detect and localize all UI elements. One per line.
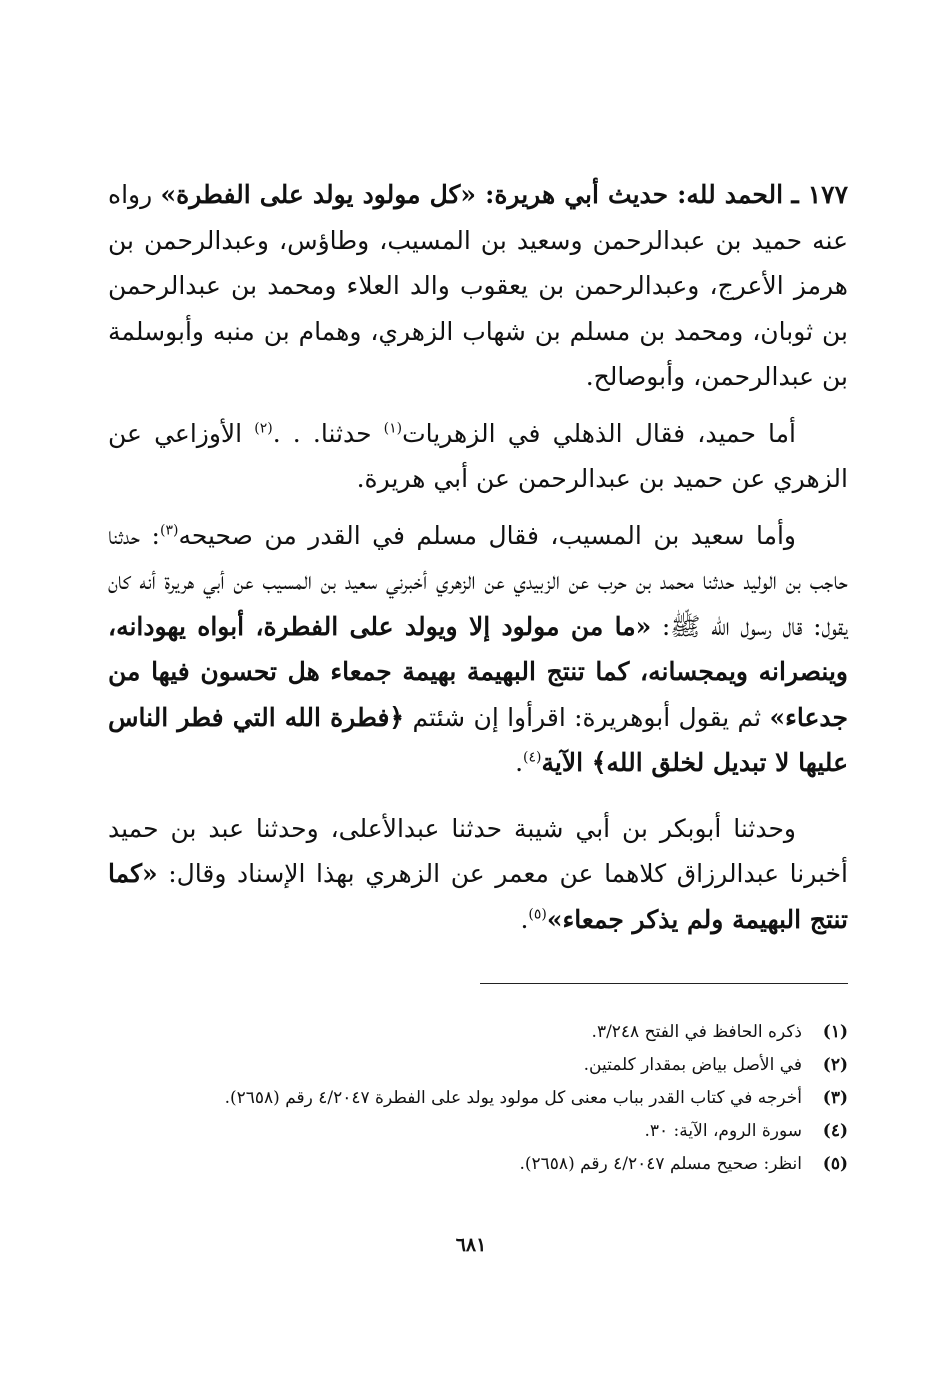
hadith-text: «كما تنتج البهيمة ولم يذكر جمعاء»: [108, 859, 848, 934]
footnote-ref-3[interactable]: (٣): [159, 522, 179, 539]
footnote-text: ذكره الحافظ في الفتح ٣/٢٤٨.: [591, 1022, 802, 1042]
footnote-item: [108, 1016, 848, 1049]
footnote-item: [108, 1082, 848, 1115]
section-heading-paragraph: [108, 172, 848, 400]
footnote-number: (٥): [822, 1154, 848, 1174]
footnote-item: [108, 1115, 848, 1148]
footnote-item: [108, 1049, 848, 1082]
footnote-ref-5[interactable]: (٥): [528, 906, 547, 923]
footnote-ref-1[interactable]: (١): [383, 420, 403, 437]
footnote-number: (١): [822, 1022, 848, 1042]
paragraph-text: : حدثنا حاجب بن الوليد حدثنا محمد بن حرب عن الزبيدي عن الزهري أخبرني سعيد بن المسيب عن أبي هريرة أنه كان يقول: قال رسول الله ﷺ:: [108, 520, 848, 641]
page-number: ٦٨١: [455, 1234, 487, 1256]
footnote-text: أخرجه في كتاب القدر بباب معنى كل مولود يولد على الفطرة ٤/٢٠٤٧ رقم (٢٦٥٨).: [224, 1088, 802, 1108]
footnote-text: انظر: صحيح مسلم ٤/٢٠٤٧ رقم (٢٦٥٨).: [519, 1154, 802, 1174]
footnote-ref-4[interactable]: (٤): [523, 749, 542, 766]
quran-verse: ﴿فطرة الله التي فطر الناس عليها لا تبديل لخلق الله﴾ الآية: [108, 702, 848, 777]
footnote-number: (٢): [822, 1055, 848, 1075]
footnote-text: في الأصل بياض بمقدار كلمتين.: [583, 1055, 802, 1075]
section-intro: رواه عنه حميد بن عبدالرحمن وسعيد بن المسيب، وطاؤس، وعبدالرحمن بن هرمز الأعرج، وعبدالرحمن بن يعقوب والد العلاء ومحمد بن عبدالرحمن بن ثوبان، ومحمد بن مسلم بن شهاب الزهري، وهمام بن منبه وأبوسلمة بن عبدالرحمن، وأبوصالح.: [108, 180, 848, 391]
footnote-ref-2[interactable]: (٢): [254, 420, 273, 437]
paragraph-text: أما حميد، فقال الذهلي في الزهريات: [402, 418, 796, 448]
footnote-number: (٣): [822, 1088, 848, 1108]
footnote-item: [108, 1148, 848, 1181]
paragraph-text: الأوزاعي عن الزهري عن حميد بن عبدالرحمن عن أبي هريرة.: [108, 418, 848, 493]
hadith-text: «ما من مولود إلا ويولد على الفطرة، أبواه يهودانه، وينصرانه ويمجسانه، كما تنتج البهيمة بهيمة جمعاء هل تحسون فيها من جدعاء»: [108, 611, 848, 732]
paragraph-abubakr: [108, 806, 848, 943]
paragraph-saeed: [108, 513, 848, 786]
paragraph-text: حدثنا. . .: [272, 418, 384, 448]
paragraph-humaid: [108, 411, 848, 502]
paragraph-text: وأما سعيد بن المسيب، فقال مسلم في القدر من صحيحه: [178, 520, 796, 550]
section-title: الحمد لله: حديث أبي هريرة: «كل مولود يولد على الفطرة»: [160, 180, 784, 209]
footnotes: [108, 1016, 848, 1181]
footnote-number: (٤): [822, 1121, 848, 1141]
footnote-divider: [480, 983, 848, 984]
paragraph-text: ثم يقول أبوهريرة: اقرأوا إن شئتم: [404, 702, 770, 732]
paragraph-text: .: [515, 748, 524, 777]
main-text: [108, 172, 848, 942]
paragraph-text: وحدثنا أبوبكر بن أبي شيبة حدثنا عبدالأعلى، وحدثنا عبد بن حميد أخبرنا عبدالرزاق كلاهما عن معمر عن الزهري بهذا الإسناد وقال:: [108, 813, 848, 888]
paragraph-text: .: [520, 904, 529, 934]
section-number: ١٧٧ ـ: [791, 180, 849, 209]
footnote-text: سورة الروم، الآية: ٣٠.: [644, 1121, 802, 1141]
